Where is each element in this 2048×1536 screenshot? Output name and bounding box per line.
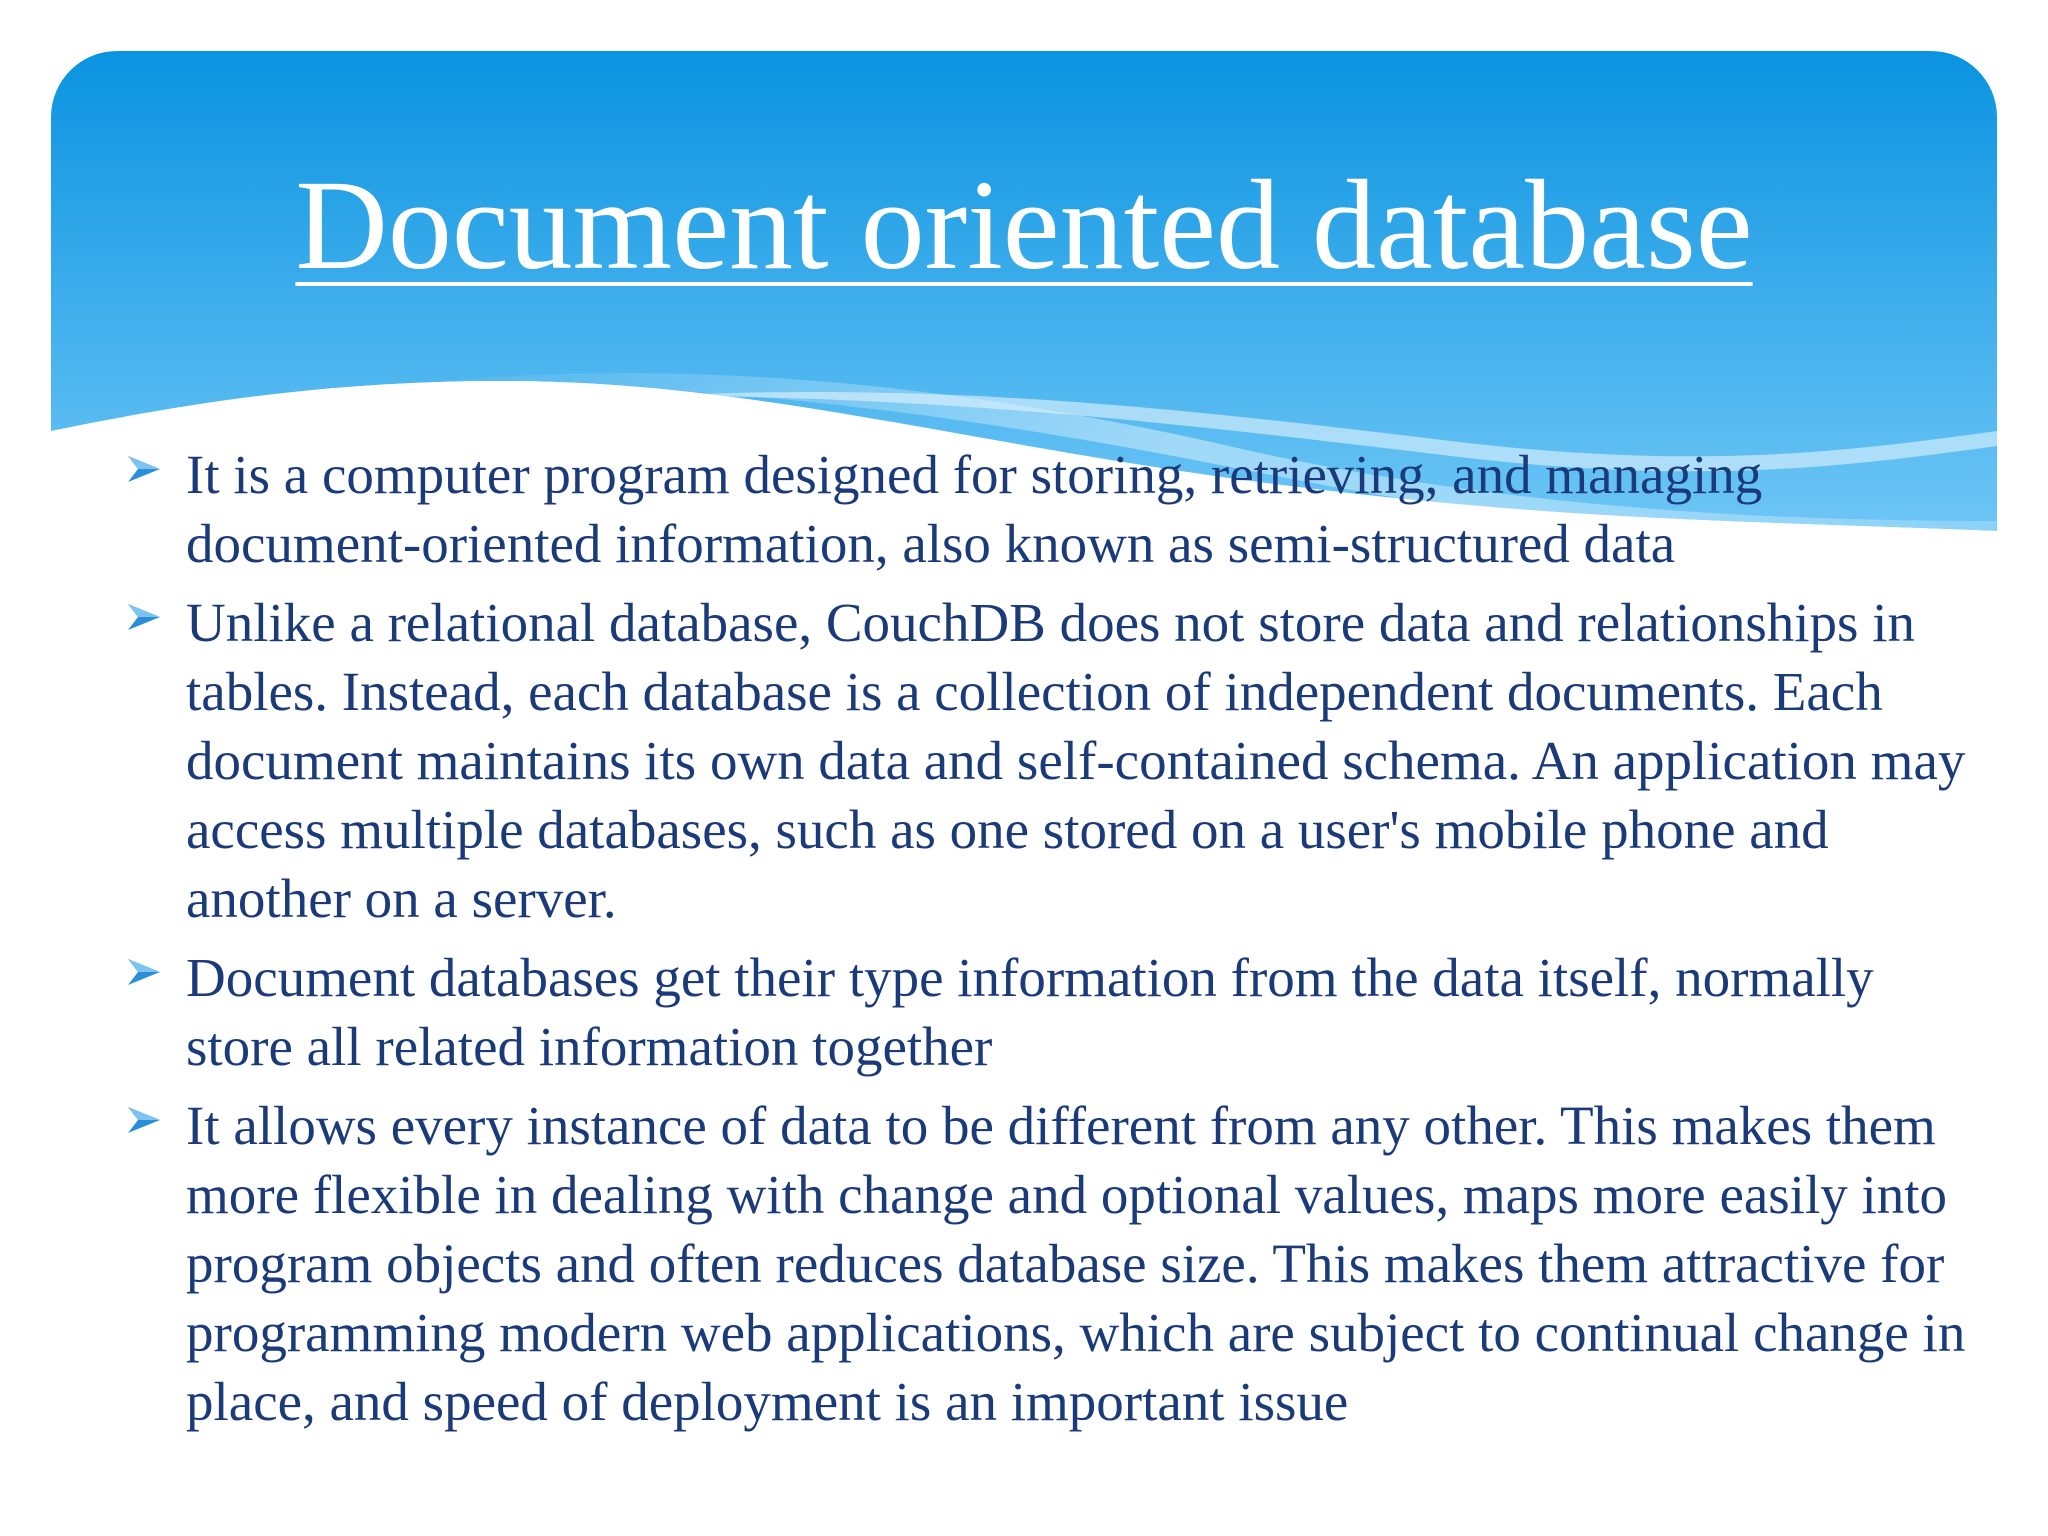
bullet-text: Document databases get their type information from the data itself, normally store all related information together — [186, 947, 1874, 1077]
bullet-item — [126, 943, 1986, 1081]
arrow-bullet-icon — [126, 454, 162, 484]
arrow-bullet-icon — [126, 957, 162, 987]
arrow-bullet-icon — [126, 602, 162, 632]
bullet-item — [126, 1091, 1986, 1436]
bullet-item — [126, 440, 1986, 578]
bullet-item — [126, 588, 1986, 933]
bullet-list — [126, 440, 1986, 1446]
bullet-text: It allows every instance of data to be different from any other. This makes them more flexible in dealing with change and optional values, maps more easily into program objects and often reduces database size. This makes them attractive for programming modern web applications, which are subject to continual change in place, and speed of deployment is an important issue — [186, 1095, 1966, 1432]
bullet-text: It is a computer program designed for storing, retrieving, and managing document-oriented information, also known as semi-structured data — [186, 444, 1763, 574]
bullet-text: Unlike a relational database, CouchDB does not store data and relationships in tables. Instead, each database is a collection of independent documents. Each document maintains its own data and self-contained schema. An application may access multiple databases, such as one stored on a user's mobile phone and another on a server. — [186, 592, 1966, 929]
slide-title: Document oriented database — [295, 154, 1753, 296]
arrow-bullet-icon — [126, 1105, 162, 1135]
